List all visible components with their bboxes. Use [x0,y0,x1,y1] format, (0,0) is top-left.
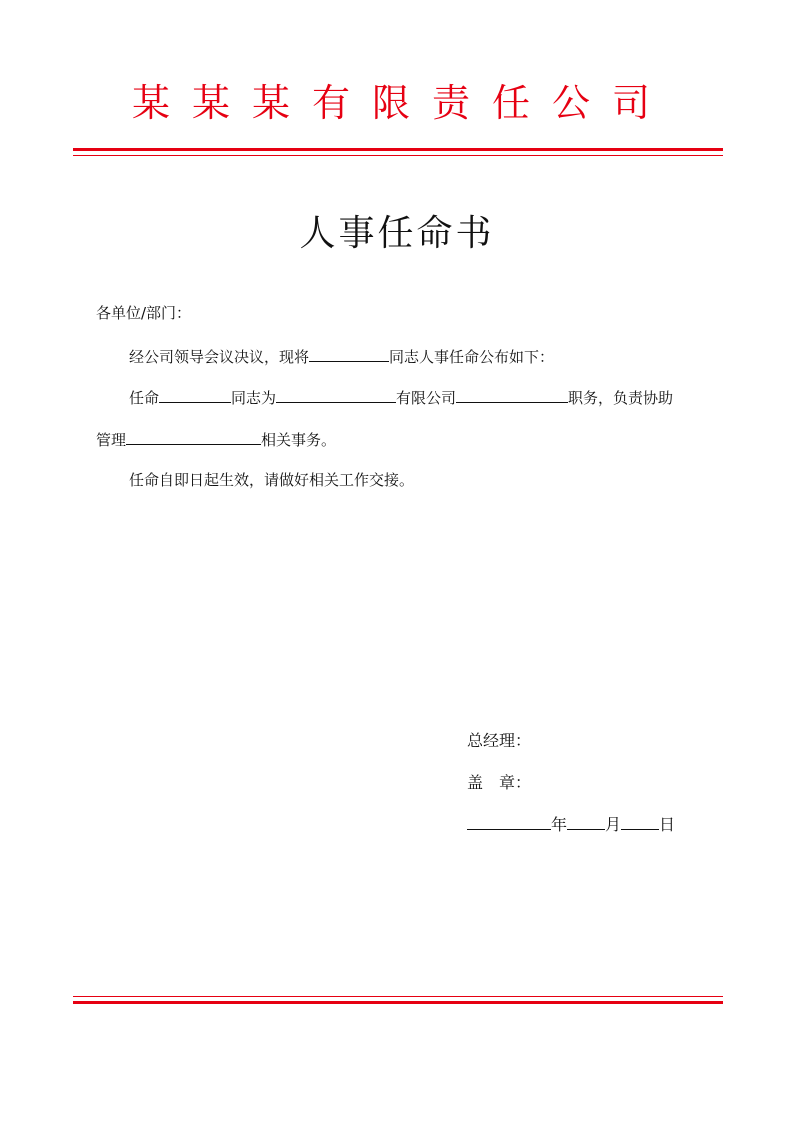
position-blank[interactable] [456,385,568,403]
footer-rule-top [73,996,723,997]
company-name: 某某某有限责任公司 [131,81,672,125]
paragraph-1-before: 经公司领导会议决议，现将 [129,348,310,366]
day-label: 日 [659,815,676,834]
paragraph-2-part2: 同志为 [231,389,277,407]
day-blank[interactable] [621,812,659,830]
name-blank-1[interactable] [309,344,389,362]
salutation: 各单位/部门： [96,304,192,322]
paragraph-3 [96,427,336,451]
paragraph-3-part2: 相关事务。 [261,431,337,449]
paragraph-2-part3: 有限公司 [396,389,457,407]
year-blank[interactable] [467,812,551,830]
paragraph-2-part1: 任命 [129,389,160,407]
header-rule-top [73,148,723,151]
paragraph-4: 任命自即日起生效，请做好相关工作交接。 [129,471,415,489]
management-scope-blank[interactable] [126,427,261,445]
document-title: 人事任命书 [299,213,495,254]
year-label: 年 [551,815,568,834]
month-label: 月 [605,815,622,834]
general-manager-label: 总经理： [467,731,532,750]
paragraph-1 [129,344,554,368]
footer-rule-bottom [73,1001,723,1004]
paragraph-2 [129,385,673,409]
company-blank[interactable] [276,385,396,403]
paragraph-3-part1: 管理 [96,431,127,449]
paragraph-2-part4: 职务，负责协助 [568,389,674,407]
month-blank[interactable] [567,812,605,830]
seal-label: 盖 章： [467,773,532,792]
date-line [467,812,675,837]
paragraph-1-after: 同志人事任命公布如下： [389,348,555,366]
header-rule-bottom [73,155,723,156]
appointee-name-blank[interactable] [159,385,231,403]
